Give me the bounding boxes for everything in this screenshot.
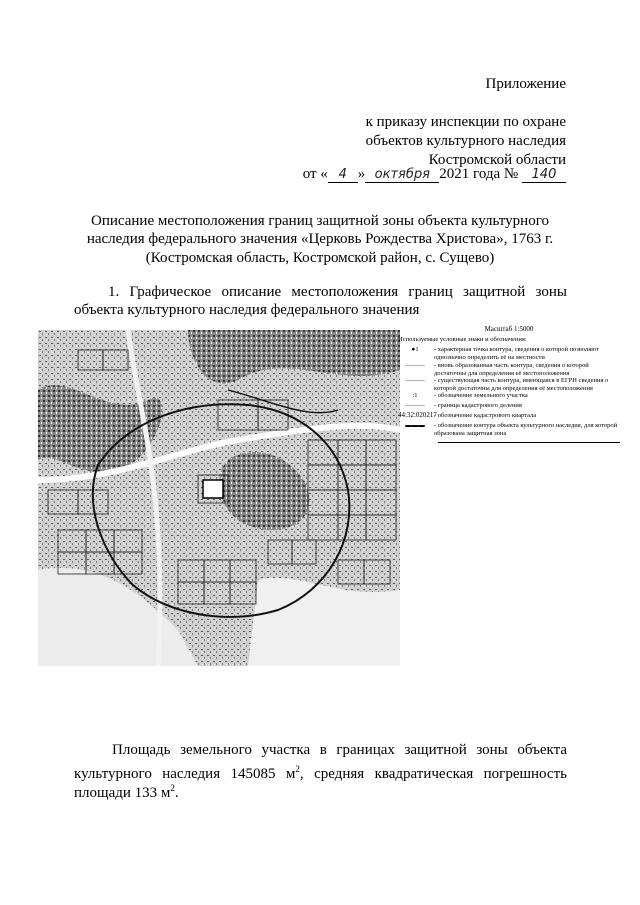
order-line-2: объектов культурного наследия bbox=[365, 133, 566, 149]
map-legend bbox=[398, 326, 620, 456]
line-solid-icon: ——— bbox=[405, 362, 425, 369]
quarter-label-icon: 44:32:020217 bbox=[398, 411, 437, 419]
line-division-icon: ——— bbox=[405, 402, 425, 409]
legend-text: - существующая часть контура, имеющаяся в ЕГРН сведения о которой достаточны для определения её местоположения bbox=[434, 377, 609, 392]
order-line-3: Костромской области bbox=[428, 152, 566, 168]
area-value-text: культурного наследия 145085 м bbox=[74, 766, 296, 782]
section1-line-2: объекта культурного наследия федерального значения bbox=[74, 302, 420, 318]
period: . bbox=[174, 785, 179, 801]
area-error-value: площади 133 м bbox=[74, 785, 171, 801]
legend-text: - обозначение земельного участка bbox=[434, 392, 528, 399]
order-line-1: к приказу инспекции по охране bbox=[365, 114, 566, 130]
date-prefix: от « bbox=[302, 166, 328, 182]
date-month: октября bbox=[365, 167, 439, 183]
superscript: 2 bbox=[170, 783, 175, 793]
legend-scale: Масштаб 1:5000 bbox=[484, 325, 534, 333]
parcel-label-icon: :1 bbox=[412, 392, 418, 399]
legend-text: - характерная точка контура, сведения о которой позволяют однозначно определить её на местности bbox=[434, 346, 599, 361]
legend-text: - граница кадастрового деления bbox=[434, 402, 522, 409]
line-bold-icon: ▬▬▬ bbox=[405, 422, 425, 429]
area-line-3 bbox=[74, 779, 567, 803]
legend-heading: Используемые условные знаки и обозначения: bbox=[398, 336, 527, 343]
area-line-1: Площадь земельного участка в границах защитной зоны объекта bbox=[112, 742, 567, 758]
date-year: 2021 года № bbox=[439, 166, 519, 182]
title-line-2: наследия федерального значения «Церковь Рождества Христова», 1763 г. bbox=[86, 231, 554, 247]
section1-line-1: 1. Графическое описание местоположения границ защитной зоны bbox=[108, 284, 567, 300]
date-day: 4 bbox=[328, 167, 358, 183]
line-thin-icon: ——— bbox=[405, 377, 425, 384]
heritage-object-contour bbox=[203, 480, 223, 498]
cadastral-map-image bbox=[38, 330, 400, 666]
order-number: 140 bbox=[522, 167, 566, 183]
point-marker-icon: ●1 bbox=[411, 346, 419, 353]
legend-divider bbox=[438, 442, 620, 443]
legend-text: - обозначение кадастрового квартала bbox=[434, 412, 537, 419]
title-line-1: Описание местоположения границ защитной зоны объекта культурного bbox=[91, 213, 549, 229]
legend-text: - обозначение контура объекта культурного наследия, для которой образована защитная зона bbox=[434, 422, 618, 437]
appendix-label: Приложение bbox=[485, 76, 566, 92]
superscript: 2 bbox=[295, 764, 300, 774]
date-mid: » bbox=[357, 166, 366, 182]
title-line-3: (Костромская область, Костромской район, с. Сущево) bbox=[145, 250, 495, 266]
area-error-text: , средняя квадратическая погрешность bbox=[299, 766, 567, 782]
legend-text: - вновь образованная часть контура, сведения о которой достаточны для определения её местоположения bbox=[434, 362, 589, 377]
order-date-line bbox=[303, 165, 566, 184]
